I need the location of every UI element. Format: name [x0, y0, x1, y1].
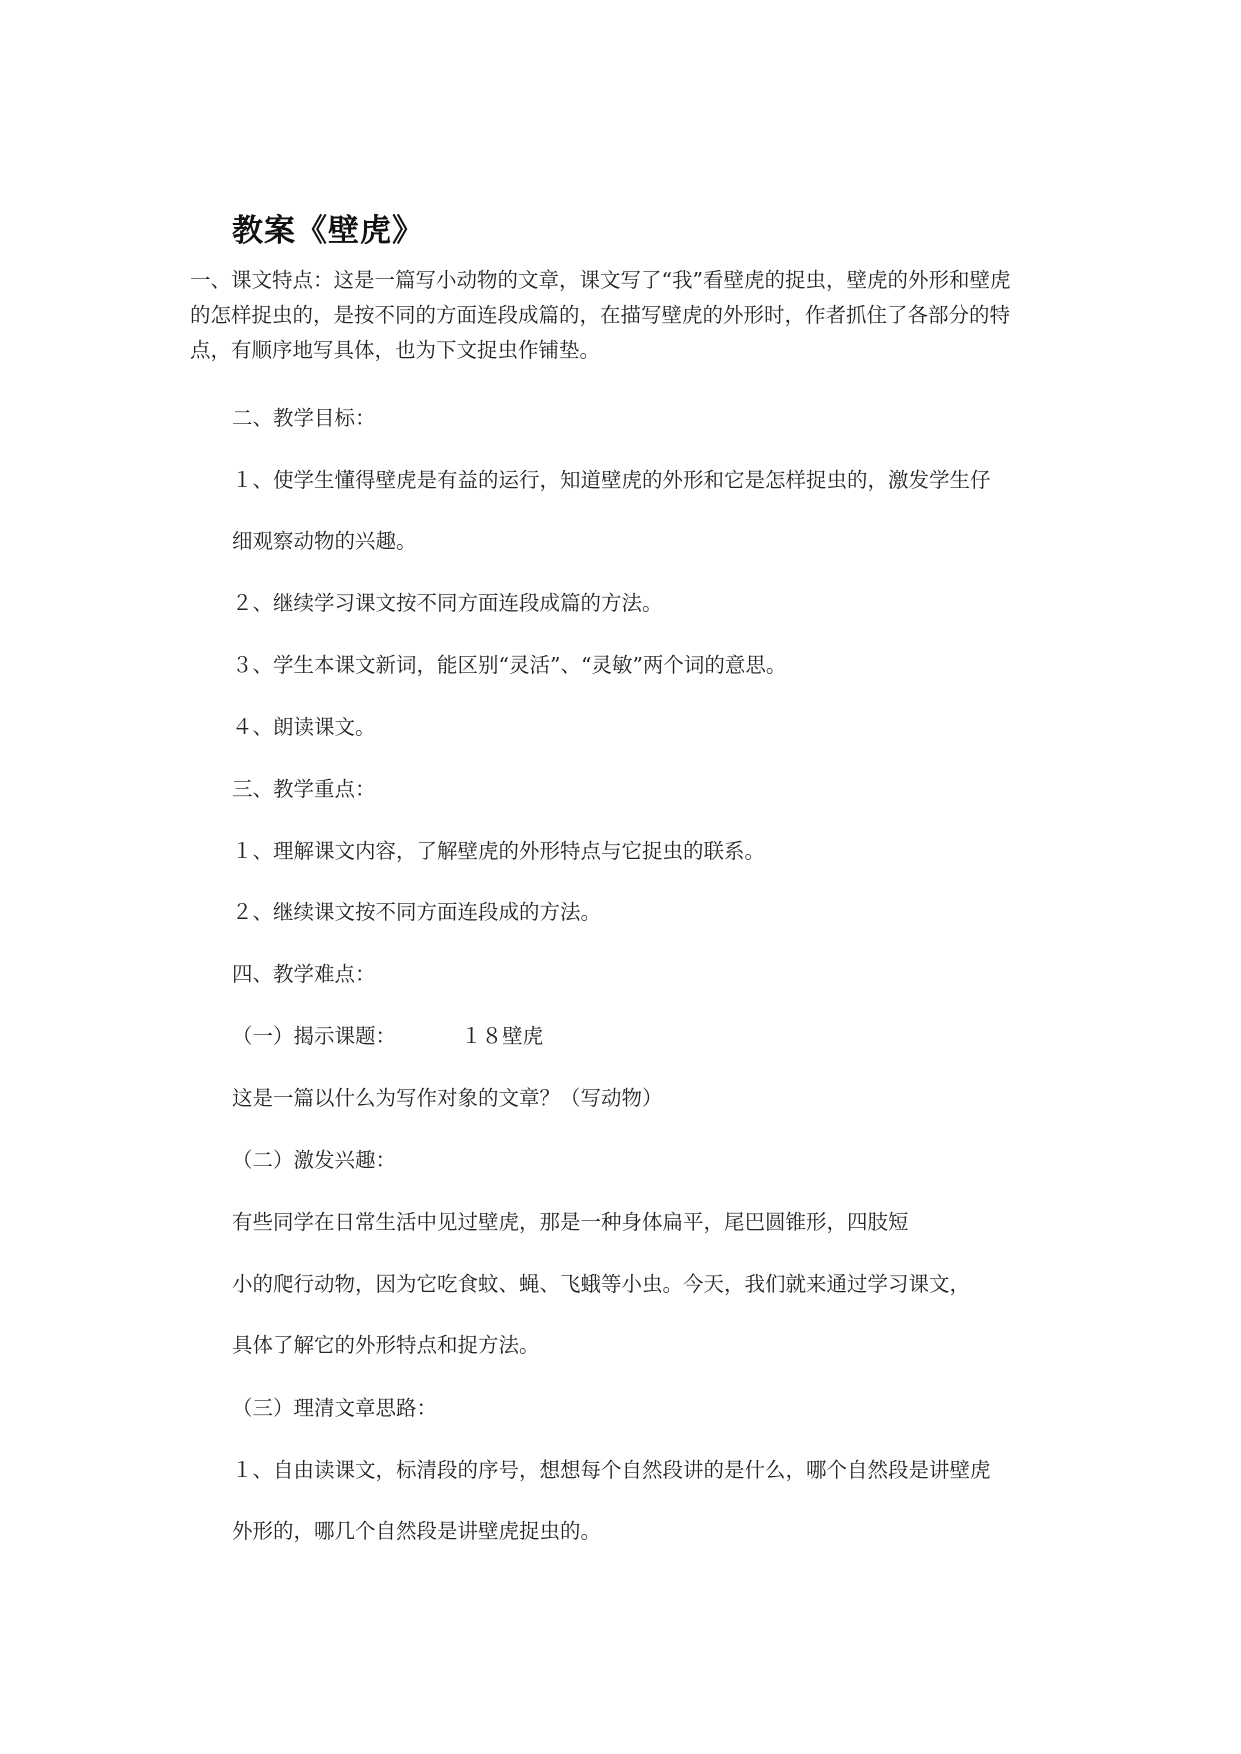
section-heading-difficulties: 四、教学难点：	[232, 962, 376, 986]
body-line: 小的爬行动物，因为它吃食蚊、蝇、飞蛾等小虫。今天，我们就来通过学习课文，	[232, 1272, 970, 1296]
section-heading-key-points: 三、教学重点：	[232, 777, 376, 801]
objective-item: ２、继续学习课文按不同方面连段成篇的方法。	[232, 591, 663, 615]
question-line: 这是一篇以什么为写作对象的文章？（写动物）	[232, 1086, 663, 1110]
section-heading-objectives: 二、教学目标：	[232, 406, 376, 430]
key-point-item: １、理解课文内容，了解壁虎的外形特点与它捉虫的联系。	[232, 839, 765, 863]
step-item-continued: 外形的，哪几个自然段是讲壁虎捉虫的。	[232, 1519, 601, 1543]
step-item: １、自由读课文，标清段的序号，想想每个自然段讲的是什么，哪个自然段是讲壁虎	[232, 1458, 991, 1482]
key-point-item: ２、继续课文按不同方面连段成的方法。	[232, 900, 601, 924]
step-heading-interest: （二）激发兴趣：	[232, 1148, 396, 1172]
intro-line: 的怎样捉虫的，是按不同的方面连段成篇的，在描写壁虎的外形时，作者抓住了各部分的特	[190, 303, 1010, 327]
intro-line: 点，有顺序地写具体，也为下文捉虫作铺垫。	[190, 338, 600, 362]
step-heading-topic: （一）揭示课题： １８壁虎	[232, 1024, 544, 1048]
course-features-paragraph	[190, 263, 1060, 368]
step-heading-structure: （三）理清文章思路：	[232, 1396, 437, 1420]
objective-item: ３、学生本课文新词，能区别“灵活”、“灵敏”两个词的意思。	[232, 653, 787, 677]
body-line: 有些同学在日常生活中见过壁虎，那是一种身体扁平，尾巴圆锥形，四肢短	[232, 1210, 909, 1234]
objective-item: １、使学生懂得壁虎是有益的运行，知道壁虎的外形和它是怎样捉虫的，激发学生仔	[232, 468, 991, 492]
body-line: 具体了解它的外形特点和捉方法。	[232, 1333, 540, 1357]
objective-item-continued: 细观察动物的兴趣。	[232, 529, 417, 553]
intro-line: 一、课文特点：这是一篇写小动物的文章，课文写了“我”看壁虎的捉虫，壁虎的外形和壁虎	[190, 268, 1011, 292]
document-title: 教案《壁虎》	[232, 213, 424, 249]
objective-item: ４、朗读课文。	[232, 715, 376, 739]
